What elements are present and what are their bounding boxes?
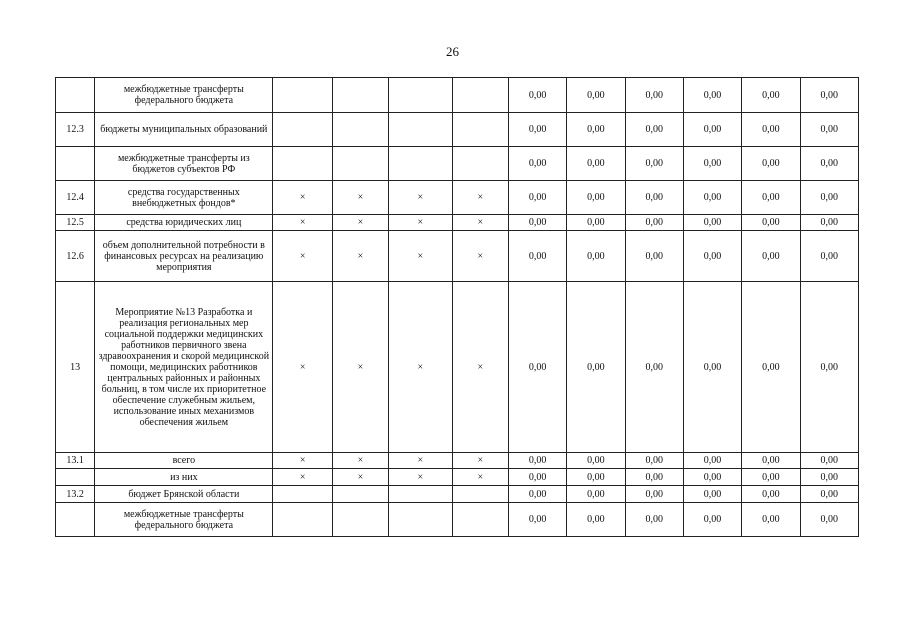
row-name-cell: из них xyxy=(95,469,273,486)
mark-cell xyxy=(389,503,453,537)
row-name-cell: средства юридических лиц xyxy=(95,215,273,231)
row-name-cell: межбюджетные трансферты из бюджетов субъектов РФ xyxy=(95,147,273,181)
row-index-cell xyxy=(56,78,95,113)
mark-cell: × xyxy=(452,469,508,486)
mark-cell xyxy=(452,147,508,181)
value-cell: 0,00 xyxy=(683,231,741,282)
value-cell: 0,00 xyxy=(508,282,566,453)
value-cell: 0,00 xyxy=(742,282,800,453)
value-cell: 0,00 xyxy=(683,282,741,453)
value-cell: 0,00 xyxy=(625,231,683,282)
mark-cell xyxy=(273,147,332,181)
value-cell: 0,00 xyxy=(683,453,741,469)
value-cell: 0,00 xyxy=(742,231,800,282)
value-cell: 0,00 xyxy=(508,215,566,231)
mark-cell: × xyxy=(389,282,453,453)
value-cell: 0,00 xyxy=(800,113,858,147)
row-name-cell: средства государственных внебюджетных фондов* xyxy=(95,181,273,215)
value-cell: 0,00 xyxy=(508,486,566,503)
row-name-cell: межбюджетные трансферты федерального бюджета xyxy=(95,503,273,537)
value-cell: 0,00 xyxy=(625,486,683,503)
mark-cell xyxy=(332,113,388,147)
value-cell: 0,00 xyxy=(625,469,683,486)
value-cell: 0,00 xyxy=(683,147,741,181)
mark-cell: × xyxy=(452,231,508,282)
mark-cell xyxy=(452,503,508,537)
value-cell: 0,00 xyxy=(625,453,683,469)
row-index-cell: 13.2 xyxy=(56,486,95,503)
mark-cell xyxy=(273,503,332,537)
table-row xyxy=(56,469,859,486)
row-index-cell: 13.1 xyxy=(56,453,95,469)
value-cell: 0,00 xyxy=(742,147,800,181)
mark-cell xyxy=(332,78,388,113)
value-cell: 0,00 xyxy=(567,113,625,147)
mark-cell xyxy=(332,486,388,503)
row-index-cell xyxy=(56,147,95,181)
mark-cell xyxy=(389,486,453,503)
mark-cell xyxy=(389,78,453,113)
value-cell: 0,00 xyxy=(683,181,741,215)
mark-cell: × xyxy=(452,453,508,469)
value-cell: 0,00 xyxy=(742,469,800,486)
mark-cell: × xyxy=(332,282,388,453)
mark-cell: × xyxy=(452,181,508,215)
value-cell: 0,00 xyxy=(508,503,566,537)
value-cell: 0,00 xyxy=(742,113,800,147)
value-cell: 0,00 xyxy=(625,282,683,453)
value-cell: 0,00 xyxy=(508,78,566,113)
mark-cell: × xyxy=(332,181,388,215)
mark-cell: × xyxy=(273,453,332,469)
mark-cell: × xyxy=(389,181,453,215)
mark-cell: × xyxy=(332,453,388,469)
mark-cell xyxy=(389,147,453,181)
row-name-cell: бюджет Брянской области xyxy=(95,486,273,503)
row-index-cell: 12.6 xyxy=(56,231,95,282)
mark-cell: × xyxy=(332,215,388,231)
value-cell: 0,00 xyxy=(800,486,858,503)
value-cell: 0,00 xyxy=(800,282,858,453)
mark-cell: × xyxy=(332,231,388,282)
mark-cell xyxy=(332,147,388,181)
mark-cell: × xyxy=(389,215,453,231)
mark-cell: × xyxy=(273,181,332,215)
mark-cell: × xyxy=(389,469,453,486)
mark-cell: × xyxy=(452,215,508,231)
table-body xyxy=(56,78,859,537)
mark-cell xyxy=(273,78,332,113)
row-index-cell xyxy=(56,503,95,537)
budget-table xyxy=(55,77,859,537)
row-name-cell: объем дополнительной потребности в финансовых ресурсах на реализацию мероприятия xyxy=(95,231,273,282)
mark-cell xyxy=(452,486,508,503)
value-cell: 0,00 xyxy=(567,231,625,282)
table-row xyxy=(56,231,859,282)
mark-cell: × xyxy=(273,215,332,231)
value-cell: 0,00 xyxy=(508,181,566,215)
value-cell: 0,00 xyxy=(742,486,800,503)
value-cell: 0,00 xyxy=(567,469,625,486)
value-cell: 0,00 xyxy=(508,113,566,147)
value-cell: 0,00 xyxy=(742,453,800,469)
mark-cell: × xyxy=(273,231,332,282)
mark-cell xyxy=(273,113,332,147)
value-cell: 0,00 xyxy=(567,282,625,453)
mark-cell: × xyxy=(389,453,453,469)
row-name-cell: всего xyxy=(95,453,273,469)
value-cell: 0,00 xyxy=(625,215,683,231)
table-row xyxy=(56,113,859,147)
value-cell: 0,00 xyxy=(508,147,566,181)
value-cell: 0,00 xyxy=(508,469,566,486)
row-index-cell: 12.3 xyxy=(56,113,95,147)
value-cell: 0,00 xyxy=(567,486,625,503)
value-cell: 0,00 xyxy=(683,503,741,537)
row-index-cell: 12.4 xyxy=(56,181,95,215)
row-name-cell: Мероприятие №13 Разработка и реализация региональных мер социальной поддержки медицинских работников первичного звена здравоохранения и скорой медицинской помощи, медицинских работников центральных районных и районных больниц, в том числе их приоритетное обеспечение служебным жильем, использование иных механизмов обеспечения жильем xyxy=(95,282,273,453)
table-row xyxy=(56,282,859,453)
row-index-cell xyxy=(56,469,95,486)
mark-cell: × xyxy=(273,469,332,486)
mark-cell: × xyxy=(389,231,453,282)
value-cell: 0,00 xyxy=(683,215,741,231)
value-cell: 0,00 xyxy=(800,147,858,181)
value-cell: 0,00 xyxy=(567,181,625,215)
value-cell: 0,00 xyxy=(508,231,566,282)
mark-cell xyxy=(452,78,508,113)
row-name-cell: межбюджетные трансферты федерального бюджета xyxy=(95,78,273,113)
value-cell: 0,00 xyxy=(625,181,683,215)
mark-cell xyxy=(332,503,388,537)
mark-cell: × xyxy=(452,282,508,453)
value-cell: 0,00 xyxy=(567,78,625,113)
table-row xyxy=(56,181,859,215)
value-cell: 0,00 xyxy=(742,78,800,113)
value-cell: 0,00 xyxy=(800,78,858,113)
row-index-cell: 13 xyxy=(56,282,95,453)
value-cell: 0,00 xyxy=(800,453,858,469)
mark-cell xyxy=(389,113,453,147)
value-cell: 0,00 xyxy=(567,503,625,537)
value-cell: 0,00 xyxy=(800,231,858,282)
value-cell: 0,00 xyxy=(800,469,858,486)
value-cell: 0,00 xyxy=(683,486,741,503)
page-number: 26 xyxy=(446,44,459,59)
value-cell: 0,00 xyxy=(508,453,566,469)
value-cell: 0,00 xyxy=(625,147,683,181)
value-cell: 0,00 xyxy=(567,453,625,469)
table-row xyxy=(56,486,859,503)
value-cell: 0,00 xyxy=(567,215,625,231)
value-cell: 0,00 xyxy=(800,181,858,215)
value-cell: 0,00 xyxy=(625,113,683,147)
row-index-cell: 12.5 xyxy=(56,215,95,231)
value-cell: 0,00 xyxy=(800,503,858,537)
mark-cell xyxy=(452,113,508,147)
table-row xyxy=(56,503,859,537)
value-cell: 0,00 xyxy=(742,181,800,215)
value-cell: 0,00 xyxy=(625,78,683,113)
value-cell: 0,00 xyxy=(683,113,741,147)
table-row xyxy=(56,453,859,469)
value-cell: 0,00 xyxy=(625,503,683,537)
value-cell: 0,00 xyxy=(742,215,800,231)
table-row xyxy=(56,147,859,181)
value-cell: 0,00 xyxy=(742,503,800,537)
mark-cell: × xyxy=(332,469,388,486)
value-cell: 0,00 xyxy=(567,147,625,181)
table-row xyxy=(56,78,859,113)
mark-cell xyxy=(273,486,332,503)
table-row xyxy=(56,215,859,231)
row-name-cell: бюджеты муниципальных образований xyxy=(95,113,273,147)
value-cell: 0,00 xyxy=(683,78,741,113)
value-cell: 0,00 xyxy=(683,469,741,486)
value-cell: 0,00 xyxy=(800,215,858,231)
mark-cell: × xyxy=(273,282,332,453)
